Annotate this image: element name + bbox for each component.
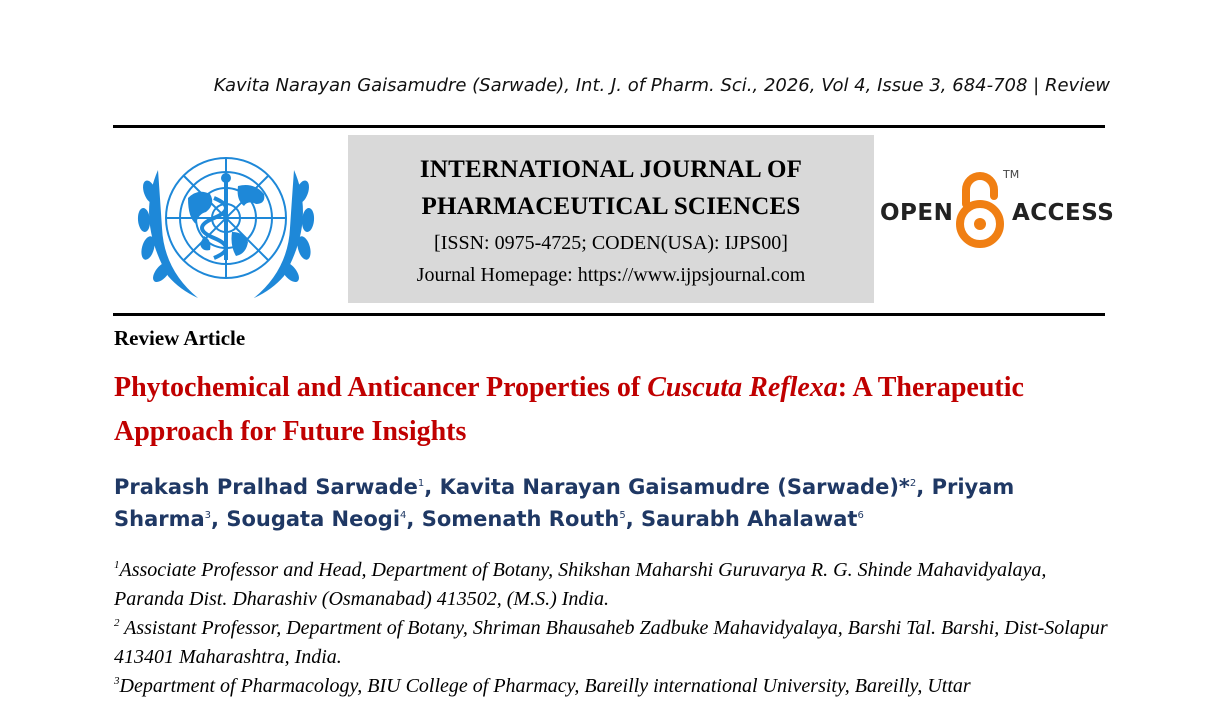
journal-homepage: Journal Homepage: https://www.ijpsjournal.com: [416, 264, 806, 286]
running-header: Kavita Narayan Gaisamudre (Sarwade), Int. J. of Pharm. Sci., 2026, Vol 4, Issue 3, 684-708 | Review: [213, 75, 1110, 96]
article-title-species: Cuscuta Reflexa: [647, 372, 838, 403]
trademark-mark: TM: [1003, 168, 1020, 181]
affiliation: $^2$ Assistant Professor, Department of Botany, Shriman Bhausaheb Zadbuke Mahavidyalaya, Barshi Tal. Barshi, Dist-Solapur 413401 Maharashtra, India.: [114, 617, 1108, 668]
article-type: Review Article: [114, 326, 246, 350]
author-list: [114, 471, 1104, 535]
author: Priyam Sharma$^3$,: [114, 475, 1015, 531]
journal-title-line1: INTERNATIONAL JOURNAL OF: [419, 156, 803, 183]
open-access-access-text: ACCESS: [1012, 200, 1115, 226]
open-access-logo: [880, 168, 1115, 250]
open-lock-icon: [956, 168, 1004, 250]
journal-issn: [ISSN: 0975-4725; CODEN(USA): IJPS00]: [434, 232, 788, 254]
author: Sougata Neogi$^4$,: [226, 507, 422, 531]
author: Prakash Pralhad Sarwade$^1$,: [114, 475, 440, 499]
journal-emblem-logo: [128, 140, 324, 306]
affiliation-list: [114, 556, 1114, 701]
affiliation: $^3$Department of Pharmacology, BIU College of Pharmacy, Bareilly international University, Bareilly, Uttar: [114, 675, 971, 697]
bottom-rule: [113, 313, 1105, 316]
journal-title-line2: PHARMACEUTICAL SCIENCES: [421, 193, 801, 220]
article-title: [114, 366, 1104, 454]
open-access-open-text: OPEN: [880, 200, 954, 226]
author: Somenath Routh$^5$,: [421, 507, 642, 531]
article-title-part2: : A Therapeutic Approach for Future Insights: [114, 372, 1024, 447]
author: Saurabh Ahalawat$^6$: [641, 507, 864, 531]
author: Kavita Narayan Gaisamudre (Sarwade)*$^2$,: [439, 475, 932, 499]
affiliation: $^1$Associate Professor and Head, Department of Botany, Shikshan Maharshi Guruvarya R. G. Shinde Mahavidyalaya, Paranda Dist. Dharashiv (Osmanabad) 413502, (M.S.) India.: [114, 559, 1047, 610]
journal-info-box: [348, 135, 874, 303]
top-rule: [113, 125, 1105, 128]
journal-title: [348, 151, 874, 225]
article-title-part1: Phytochemical and Anticancer Properties of: [114, 372, 648, 403]
